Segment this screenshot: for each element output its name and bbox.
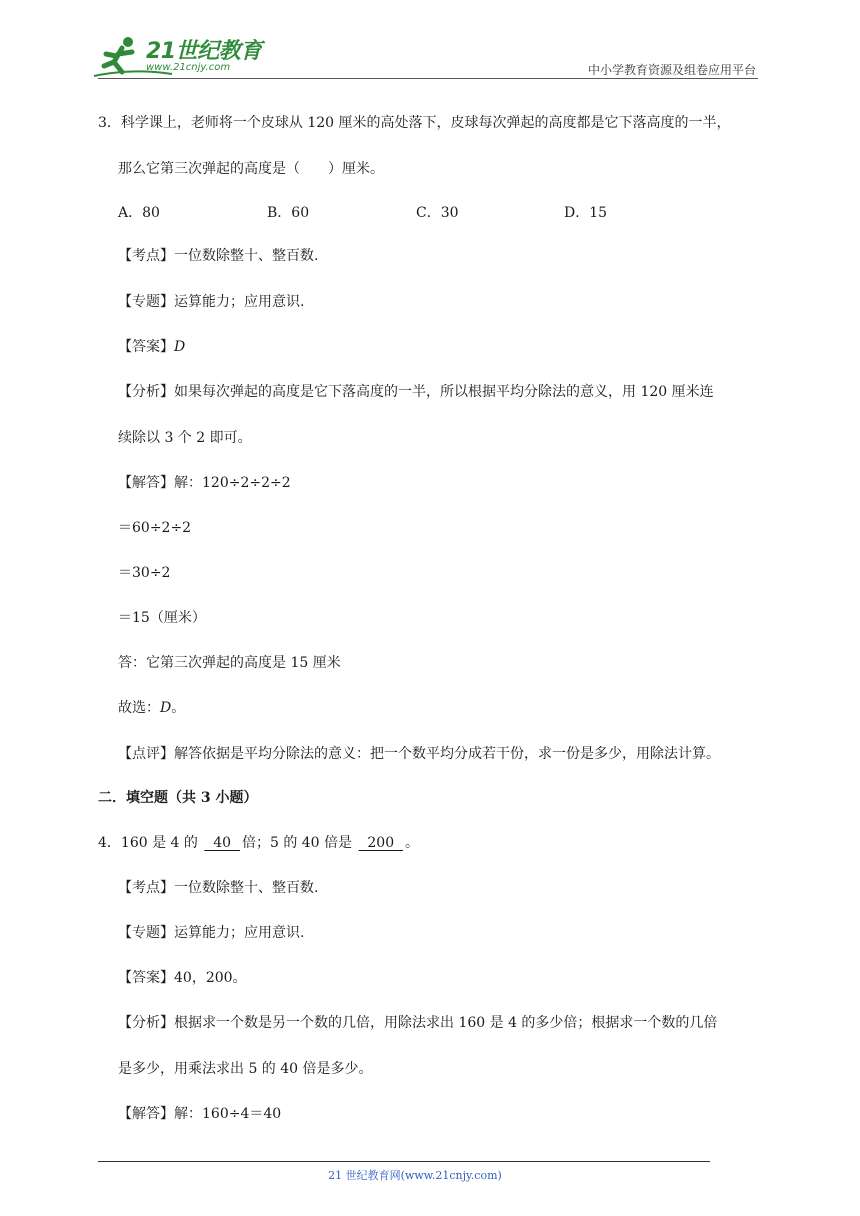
jieda-tag: 【解答】 xyxy=(118,475,174,491)
zhuanti-tag: 【专题】 xyxy=(118,294,174,310)
dianping-text: 解答依据是平均分除法的意义：把一个数平均分成若干份，求一份是多少，用除法计算。 xyxy=(174,746,720,762)
jieda-text: 解：160÷4＝40 xyxy=(174,1106,282,1122)
fenxi-tag: 【分析】 xyxy=(118,384,174,400)
q4-stem-a: 4．160 是 4 的 xyxy=(98,835,203,851)
q4-stem-b: 倍；5 的 40 倍是 xyxy=(241,835,357,851)
fenxi-tag: 【分析】 xyxy=(118,1015,174,1031)
q4-jieda xyxy=(118,1105,281,1123)
zhuanti-text: 运算能力；应用意识. xyxy=(174,925,305,941)
q3-option-d: D．15 xyxy=(564,205,608,221)
q3-option-c: C．30 xyxy=(416,205,459,221)
q3-option-a: A．80 xyxy=(118,205,160,221)
daan-text: D xyxy=(174,339,186,355)
zhuanti-text: 运算能力；应用意识. xyxy=(174,294,305,310)
daan-text: 40，200。 xyxy=(174,970,247,986)
q3-option-b: B．60 xyxy=(267,205,310,221)
daan-tag: 【答案】 xyxy=(118,339,174,355)
q3-step-1: ＝60÷2÷2 xyxy=(118,520,192,536)
jieda-tag: 【解答】 xyxy=(118,1106,174,1122)
q4-blank-1: 40 xyxy=(204,835,240,851)
q3-jieda xyxy=(118,474,291,492)
q3-daan xyxy=(118,338,185,356)
q3-choose xyxy=(118,699,185,717)
logo-text: 21世纪教育 xyxy=(146,39,262,64)
choose-value: D xyxy=(160,700,172,716)
q3-dianping xyxy=(118,745,720,763)
page-footer xyxy=(0,1167,860,1183)
q4-fenxi-line-2: 是多少，用乘法求出 5 的 40 倍是多少。 xyxy=(118,1061,373,1077)
daan-tag: 【答案】 xyxy=(118,970,174,986)
fenxi-text: 如果每次弹起的高度是它下落高度的一半，所以根据平均分除法的意义，用 120 厘米连 xyxy=(174,384,714,400)
q3-step-3: ＝15（厘米） xyxy=(118,610,206,626)
footer-divider xyxy=(98,1161,710,1162)
q3-stem-line-2: 那么它第三次弹起的高度是（ ）厘米。 xyxy=(118,161,384,177)
q4-fenxi-line-1 xyxy=(118,1014,717,1032)
fenxi-text: 根据求一个数是另一个数的几倍，用除法求出 160 是 4 的多少倍；根据求一个数的几倍 xyxy=(174,1015,718,1031)
q3-fenxi-line-2: 续除以 3 个 2 即可。 xyxy=(118,430,252,446)
choose-suffix: 。 xyxy=(171,700,186,716)
platform-title: 中小学教育资源及组卷应用平台 xyxy=(587,63,756,77)
logo-url: www.21cnjy.com xyxy=(146,62,231,73)
jieda-text: 解：120÷2÷2÷2 xyxy=(174,475,291,491)
q4-zhuanti xyxy=(118,924,304,942)
section-2-title: 二．填空题（共 3 小题） xyxy=(98,790,258,806)
q3-step-2: ＝30÷2 xyxy=(118,565,171,581)
choose-prefix: 故选： xyxy=(118,700,160,716)
dianping-tag: 【点评】 xyxy=(118,746,174,762)
q4-kaodian xyxy=(118,879,318,897)
kaodian-text: 一位数除整十、整百数. xyxy=(174,880,319,896)
q3-stem-line-1: 3．科学课上，老师将一个皮球从 120 厘米的高处落下，皮球每次弹起的高度都是它下落高度的一半， xyxy=(98,115,731,131)
q4-daan xyxy=(118,969,247,987)
zhuanti-tag: 【专题】 xyxy=(118,925,174,941)
kaodian-tag: 【考点】 xyxy=(118,248,174,264)
q3-kaodian xyxy=(118,247,318,265)
q3-zhuanti xyxy=(118,293,304,311)
q4-stem xyxy=(98,834,419,852)
footer-link[interactable]: 21 世纪教育网(www.21cnjy.com) xyxy=(328,1169,502,1182)
q4-blank-2: 200 xyxy=(358,835,404,851)
q4-stem-c: 。 xyxy=(405,835,420,851)
header-divider xyxy=(98,78,758,79)
kaodian-text: 一位数除整十、整百数. xyxy=(174,248,319,264)
kaodian-tag: 【考点】 xyxy=(118,880,174,896)
q3-answer-line: 答：它第三次弹起的高度是 15 厘米 xyxy=(118,655,341,671)
q3-fenxi-line-1 xyxy=(118,383,714,401)
page-header xyxy=(0,0,860,84)
